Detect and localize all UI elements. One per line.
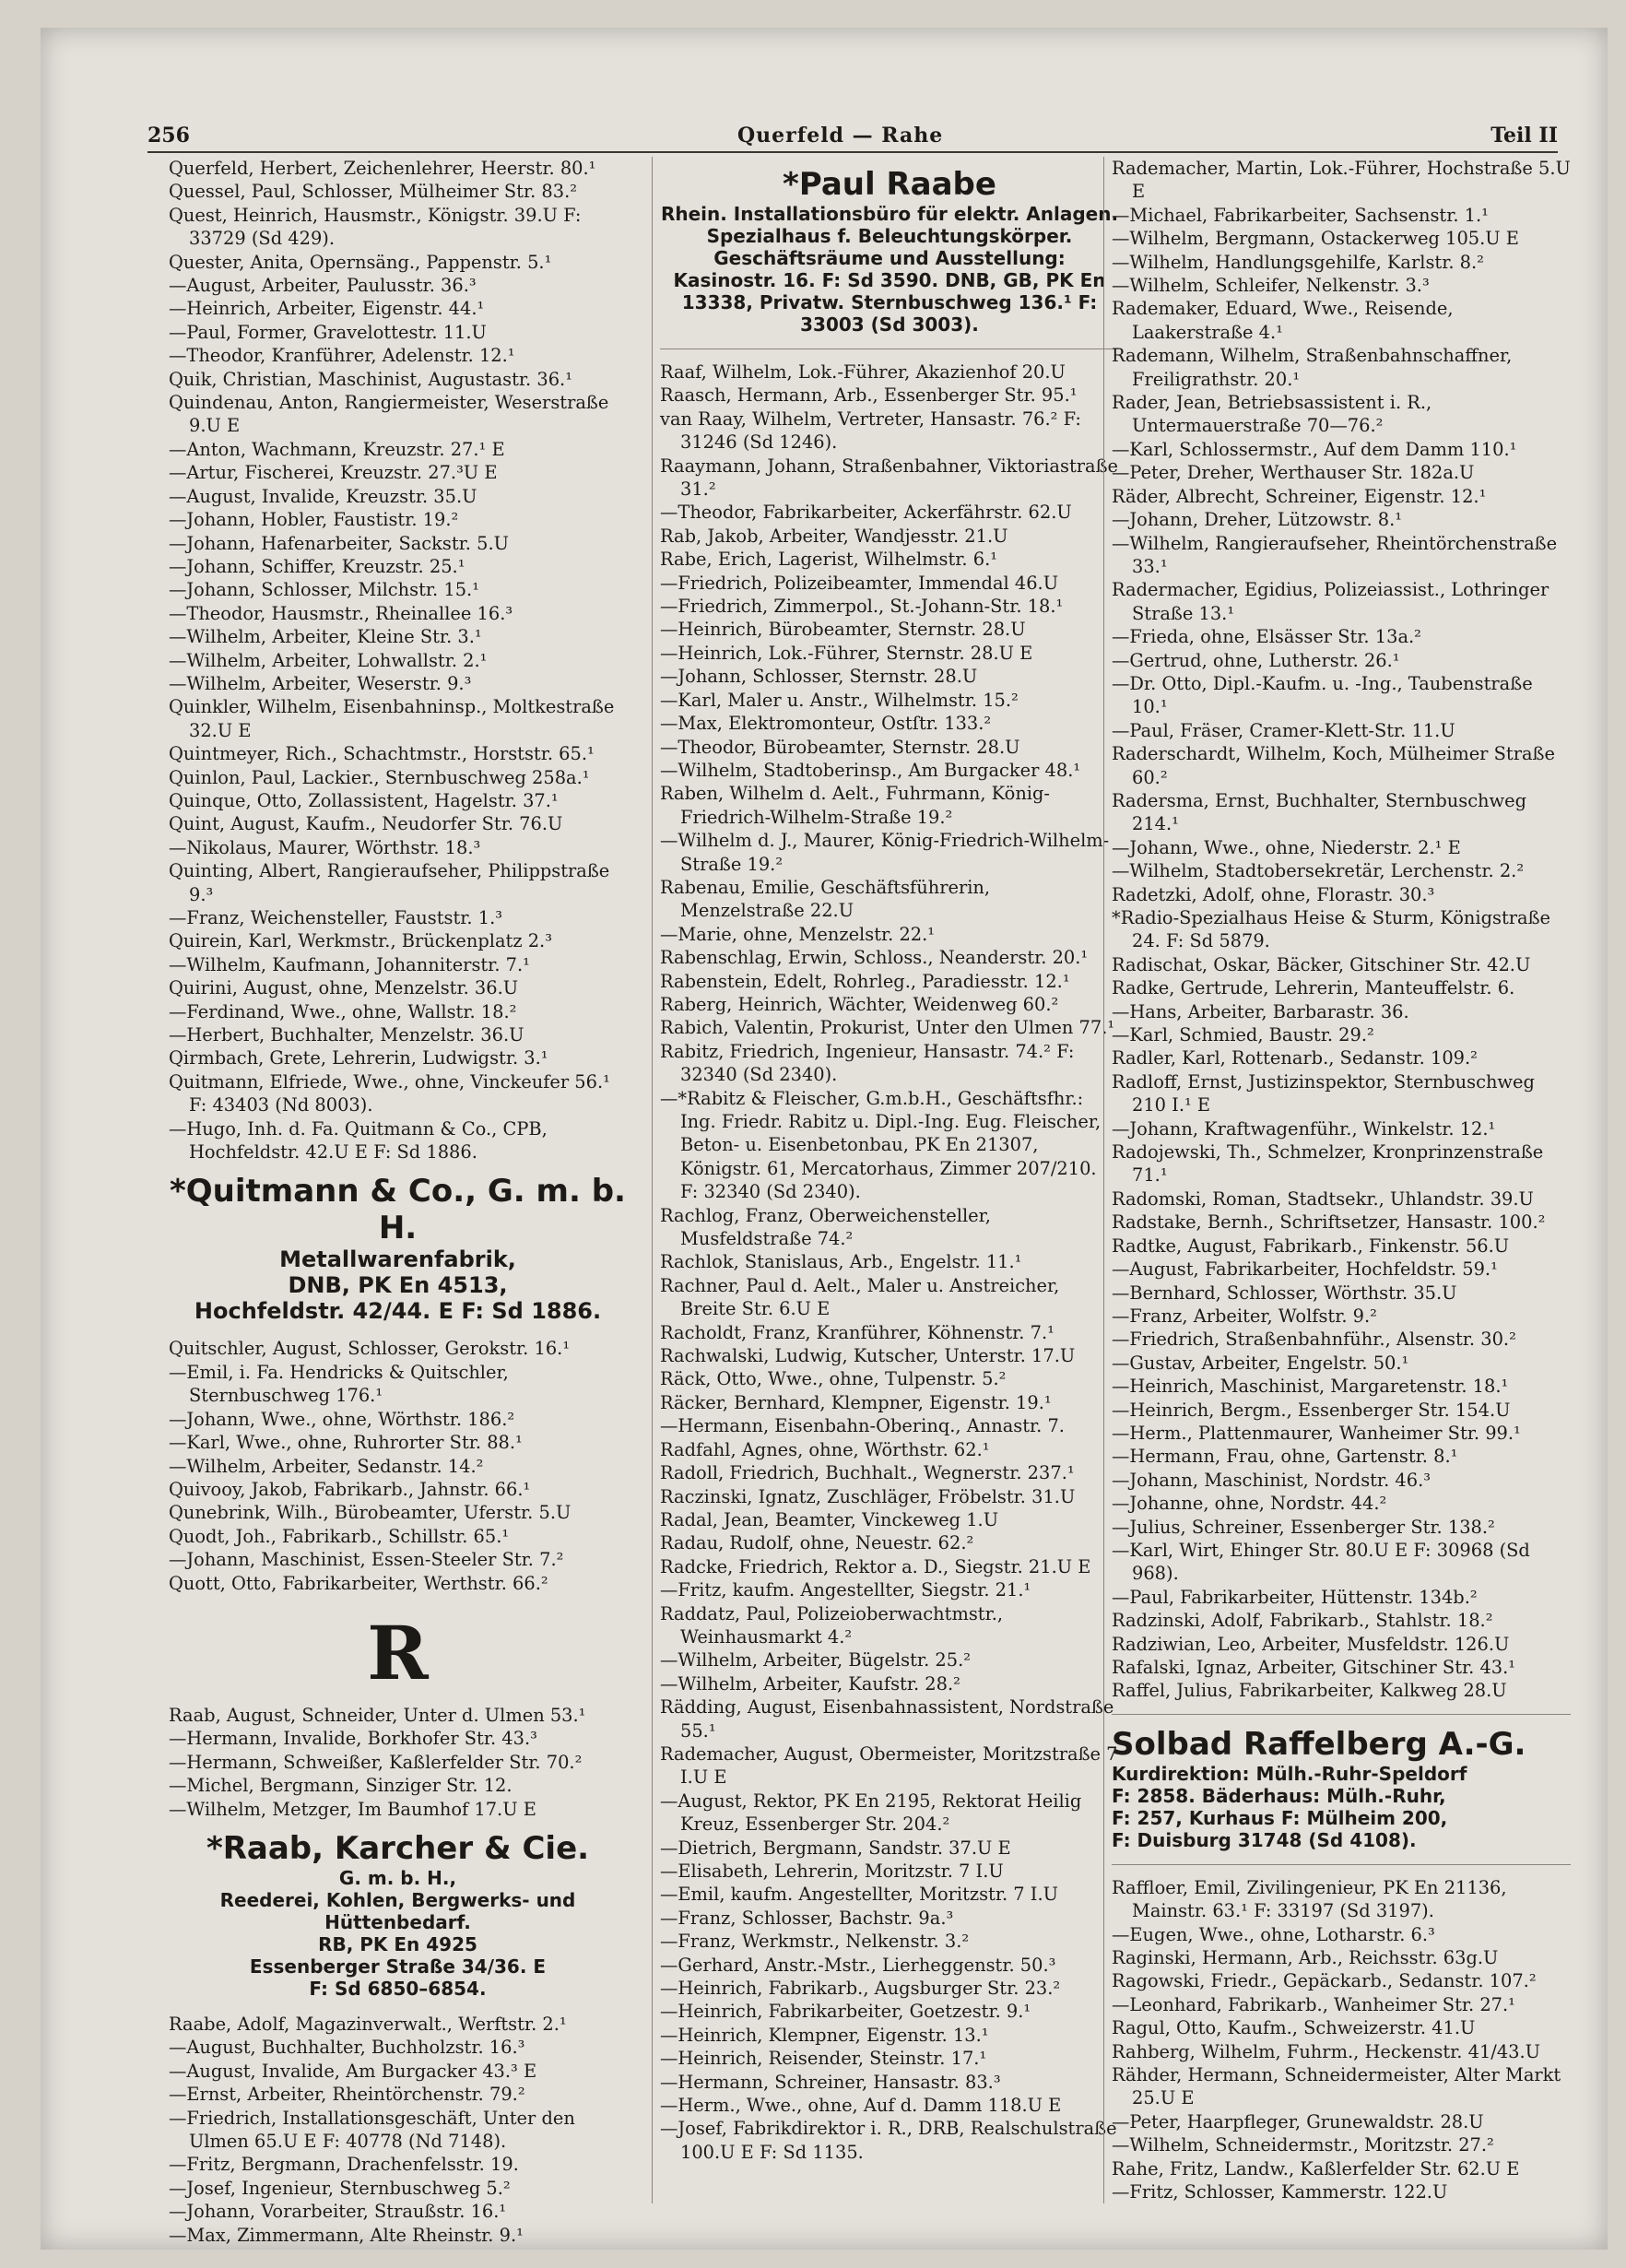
directory-entry: Raddatz, Paul, Polizeioberwachtmstr., Weinhausmarkt 4.² xyxy=(660,1602,1004,1648)
entry-list xyxy=(169,1704,627,1821)
directory-entry: Radzinski, Adolf, Fabrikarb., Stahlstr. 18.² xyxy=(1112,1610,1493,1632)
directory-entry: —Hans, Arbeiter, Barbarastr. 36. xyxy=(1112,1000,1409,1022)
directory-entry: —Heinrich, Maschinist, Margaretenstr. 18.¹ xyxy=(1112,1376,1509,1398)
advert-line: Rhein. Installationsbüro für elektr. Anlagen. xyxy=(660,203,1119,225)
directory-entry: —Heinrich, Fabrikarb., Augsburger Str. 23.² xyxy=(660,1978,1061,2000)
directory-entry: —Theodor, Kranführer, Adelenstr. 12.¹ xyxy=(169,345,515,367)
directory-entry: —Karl, Wwe., ohne, Ruhrorter Str. 88.¹ xyxy=(169,1432,523,1454)
directory-entry: Quintmeyer, Rich., Schachtmstr., Horststr. 65.¹ xyxy=(169,743,595,765)
advert-title: Solbad Raffelberg A.-G. xyxy=(1112,1725,1526,1763)
directory-entry: —Franz, Werkmstr., Nelkenstr. 3.² xyxy=(660,1931,970,1953)
directory-entry: Quinque, Otto, Zollassistent, Hagelstr. 37.¹ xyxy=(169,789,559,811)
directory-entry: —Wilhelm, Kaufmann, Johanniterstr. 7.¹ xyxy=(169,953,530,975)
directory-entry: —Wilhelm, Rangieraufseher, Rheintörchenstraße 33.¹ xyxy=(1112,532,1558,577)
directory-entry: —Elisabeth, Lehrerin, Moritzstr. 7 I.U xyxy=(660,1860,1004,1882)
directory-entry: Raczinski, Ignatz, Zuschläger, Fröbelstr. 31.U xyxy=(660,1485,1076,1507)
directory-entry: Quott, Otto, Fabrikarbeiter, Werthstr. 66.² xyxy=(169,1572,548,1594)
directory-entry: —Julius, Schreiner, Essenberger Str. 138.² xyxy=(1112,1516,1495,1538)
directory-entry: Raben, Wilhelm d. Aelt., Fuhrmann, König-Friedrich-Wilhelm-Straße 19.² xyxy=(660,783,1050,828)
directory-entry: —August, Buchhalter, Buchholzstr. 16.³ xyxy=(169,2037,525,2059)
directory-entry: Rachwalski, Ludwig, Kutscher, Unterstr. 17.U xyxy=(660,1345,1076,1367)
directory-entry: —Dr. Otto, Dipl.-Kaufm. u. -Ing., Taubenstraße 10.¹ xyxy=(1112,672,1533,718)
directory-entry: —Wilhelm, Handlungsgehilfe, Karlstr. 8.² xyxy=(1112,251,1484,273)
directory-entry: —Hugo, Inh. d. Fa. Quitmann & Co., CPB, Hochfeldstr. 42.U E F: Sd 1886. xyxy=(169,1117,548,1164)
advert-line: RB, PK En 4925 xyxy=(318,1932,477,1955)
advert-line: Spezialhaus f. Beleuchtungskörper. xyxy=(706,225,1073,247)
page-header xyxy=(147,120,1558,153)
directory-entry: Rademacher, August, Obermeister, Moritzstraße 7 I.U E xyxy=(660,1742,1118,1789)
directory-entry: —Josef, Ingenieur, Sternbuschweg 5.² xyxy=(169,2177,511,2199)
directory-entry: —Gerhard, Anstr.-Mstr., Lierheggenstr. 50.³ xyxy=(660,1954,1056,1976)
directory-entry: —Wilhelm, Stadtobersekretär, Lerchenstr. 2.² xyxy=(1112,860,1525,882)
directory-entry: van Raay, Wilhelm, Vertreter, Hansastr. 76.² F: 31246 (Sd 1246). xyxy=(660,408,1081,454)
directory-entry: —Johann, Wwe., ohne, Niederstr. 2.¹ E xyxy=(1112,836,1461,858)
directory-entry: —Wilhelm, Metzger, Im Baumhof 17.U E xyxy=(169,1798,536,1820)
directory-entry: —Johann, Maschinist, Nordstr. 46.³ xyxy=(1112,1469,1432,1491)
directory-entry: —Johann, Hafenarbeiter, Sackstr. 5.U xyxy=(169,532,509,554)
directory-entry: Rademann, Wilhelm, Straßenbahnschaffner, Freiligrathstr. 20.¹ xyxy=(1112,345,1513,390)
directory-entry: Raaf, Wilhelm, Lok.-Führer, Akazienhof 20.U xyxy=(660,361,1066,383)
directory-entry: —Nikolaus, Maurer, Wörthstr. 18.³ xyxy=(169,836,481,858)
advert-quitmann xyxy=(169,1173,627,1324)
advert-line: G. m. b. H., xyxy=(338,1866,457,1889)
directory-entry: —Karl, Maler u. Anstr., Wilhelmstr. 15.² xyxy=(660,689,1019,711)
directory-entry: —Heinrich, Fabrikarbeiter, Goetzestr. 9.¹ xyxy=(660,2001,1031,2023)
section-letter: R xyxy=(367,1609,429,1696)
advert-line: Essenberger Straße 34/36. E xyxy=(249,1955,547,1978)
column-2 xyxy=(652,157,1119,2203)
advert-line: Metallwarenfabrik, xyxy=(279,1246,516,1273)
directory-entry: —Heinrich, Bürobeamter, Sternstr. 28.U xyxy=(660,619,1026,641)
directory-entry: *Radio-Spezialhaus Heise & Sturm, Königstraße 24. F: Sd 5879. xyxy=(1112,907,1551,952)
directory-entry: —Wilhelm d. J., Maurer, König-Friedrich-Wilhelm-Straße 19.² xyxy=(660,830,1110,875)
entry-list xyxy=(169,1337,627,1594)
directory-entry: Raffel, Julius, Fabrikarbeiter, Kalkweg 28.U xyxy=(1112,1680,1507,1702)
directory-entry: —Wilhelm, Stadtoberinsp., Am Burgacker 48.¹ xyxy=(660,759,1081,781)
directory-entry: —Friedrich, Polizeibeamter, Immendal 46.U xyxy=(660,572,1059,594)
directory-entry: Rabenschlag, Erwin, Schloss., Neanderstr. 20.¹ xyxy=(660,947,1089,969)
directory-entry: Rahberg, Wilhelm, Fuhrm., Heckenstr. 41/43.U xyxy=(1112,2040,1540,2062)
directory-entry: —Fritz, Bergmann, Drachenfelsstr. 19. xyxy=(169,2154,519,2176)
directory-entry: —Fritz, Schlosser, Kammerstr. 122.U xyxy=(1112,2181,1448,2203)
entry-list xyxy=(169,157,627,1164)
directory-entry: Querfeld, Herbert, Zeichenlehrer, Heerstr. 80.¹ xyxy=(169,158,596,179)
directory-entry: Quik, Christian, Maschinist, Augustastr. 36.¹ xyxy=(169,368,572,390)
directory-entry: Quessel, Paul, Schlosser, Mülheimer Str. 83.² xyxy=(169,181,578,203)
directory-entry: —Marie, ohne, Menzelstr. 22.¹ xyxy=(660,923,936,945)
directory-entry: —Theodor, Fabrikarbeiter, Ackerfährstr. 62.U xyxy=(660,502,1072,524)
directory-entry: —Johann, Wwe., ohne, Wörthstr. 186.² xyxy=(169,1408,515,1430)
directory-entry: Ragowski, Friedr., Gepäckarb., Sedanstr. 107.² xyxy=(1112,1970,1537,1992)
directory-entry: —Michael, Fabrikarbeiter, Sachsenstr. 1.¹ xyxy=(1112,204,1489,226)
directory-entry: Quivooy, Jakob, Fabrikarb., Jahnstr. 66.¹ xyxy=(169,1478,531,1500)
directory-entry: —Ernst, Arbeiter, Rheintörchenstr. 79.² xyxy=(169,2084,525,2106)
directory-entry: —Heinrich, Lok.-Führer, Sternstr. 28.U E xyxy=(660,642,1033,664)
directory-entry: Quodt, Joh., Fabrikarb., Schillstr. 65.¹ xyxy=(169,1525,510,1547)
directory-entry: —Wilhelm, Schneidermstr., Moritzstr. 27.² xyxy=(1112,2134,1494,2156)
directory-entry: —Friedrich, Straßenbahnführ., Alsenstr. 30.² xyxy=(1112,1329,1516,1351)
directory-entry: Radojewski, Th., Schmelzer, Kronprinzenstraße 71.¹ xyxy=(1112,1141,1544,1187)
directory-entry: Raberg, Heinrich, Wächter, Weidenweg 60.² xyxy=(660,993,1059,1015)
directory-entry: Rab, Jakob, Arbeiter, Wandjesstr. 21.U xyxy=(660,525,1008,547)
directory-entry: Rabich, Valentin, Prokurist, Unter den Ulmen 77.¹ xyxy=(660,1017,1115,1039)
directory-entry: Raabe, Adolf, Magazinverwalt., Werftstr. 2.¹ xyxy=(169,2013,567,2035)
directory-entry: Raaymann, Johann, Straßenbahner, Viktoriastraße 31.² xyxy=(660,455,1118,501)
directory-entry: —Paul, Fräser, Cramer-Klett-Str. 11.U xyxy=(1112,719,1455,741)
directory-entry: —Hermann, Eisenbahn-Oberinq., Annastr. 7. xyxy=(660,1415,1065,1437)
directory-entry: —Johann, Maschinist, Essen-Steeler Str. 7.² xyxy=(169,1549,564,1571)
directory-entry: Raasch, Hermann, Arb., Essenberger Str. 95.¹ xyxy=(660,384,1078,407)
advert-line: Kurdirektion: Mülh.-Ruhr-Speldorf xyxy=(1112,1762,1467,1785)
directory-entry: Radischat, Oskar, Bäcker, Gitschiner Str. 42.U xyxy=(1112,953,1531,975)
directory-entry: —Johann, Schlosser, Milchstr. 15.¹ xyxy=(169,579,479,601)
directory-entry: Rademacher, Martin, Lok.-Führer, Hochstraße 5.U E xyxy=(1112,158,1571,203)
directory-entry: Radermacher, Egidius, Polizeiassist., Lothringer Straße 13.¹ xyxy=(1112,579,1549,624)
directory-entry: Raginski, Hermann, Arb., Reichsstr. 63g.U xyxy=(1112,1947,1499,1969)
directory-entry: Raffloer, Emil, Zivilingenieur, PK En 21136, Mainstr. 63.¹ F: 33197 (Sd 3197). xyxy=(1112,1876,1507,1922)
advert-paul-raabe xyxy=(660,166,1119,336)
advert-line: F: Duisburg 31748 (Sd 4108). xyxy=(1112,1828,1417,1851)
directory-entry: Qunebrink, Wilh., Bürobeamter, Uferstr. 5.U xyxy=(169,1502,571,1524)
directory-entry: Rabe, Erich, Lagerist, Wilhelmstr. 6.¹ xyxy=(660,549,998,571)
directory-entry: —Artur, Fischerei, Kreuzstr. 27.³U E xyxy=(169,462,498,484)
directory-entry: —August, Rektor, PK En 2195, Rektorat Heilig Kreuz, Essenberger Str. 204.² xyxy=(660,1790,1082,1836)
page-number: 256 xyxy=(147,124,190,148)
directory-entry: —Johann, Dreher, Lützowstr. 8.¹ xyxy=(1112,509,1403,531)
directory-entry: —Dietrich, Bergmann, Sandstr. 37.U E xyxy=(660,1837,1011,1859)
divider xyxy=(1112,1864,1571,1865)
directory-entry: Radersch​ardt, Wilhelm, Koch, Mülheimer Straße 60.² xyxy=(1112,743,1555,788)
directory-entry: Quitschler, August, Schlosser, Gerokstr. 16.¹ xyxy=(169,1338,571,1360)
advert-title: *Quitmann & Co., G. m. b. H. xyxy=(170,1173,626,1247)
directory-entry: —Michel, Bergmann, Sinziger Str. 12. xyxy=(169,1775,513,1797)
directory-entry: Radoll, Friedrich, Buchhalt., Wegnerstr. 237.¹ xyxy=(660,1462,1075,1484)
directory-entry: Radersma, Ernst, Buchhalter, Sternbuschweg 214.¹ xyxy=(1112,789,1527,835)
advert-line: DNB, PK En 4513, xyxy=(288,1272,508,1299)
directory-entry: —Hermann, Schreiner, Hansastr. 83.³ xyxy=(660,2071,1001,2093)
directory-entry: Rachlok, Stanislaus, Arb., Engelstr. 11.¹ xyxy=(660,1251,1022,1273)
advert-line: Hochfeldstr. 42/44. E F: Sd 1886. xyxy=(194,1298,602,1325)
directory-entry: Racholdt, Franz, Kranführer, Köhnenstr. 7.¹ xyxy=(660,1321,1055,1343)
entry-list xyxy=(169,2013,627,2247)
directory-entry: Rabenau, Emilie, Geschäftsführerin, Menzelstraße 22.U xyxy=(660,876,991,922)
directory-entry: —Karl, Wirt, Ehinger Str. 80.U E F: 30968 (Sd 968). xyxy=(1112,1539,1530,1585)
directory-entry: —Johann, Kraftwagenführ., Winkelstr. 12.¹ xyxy=(1112,1117,1496,1140)
directory-entry: —Friedrich, Zimmerpol., St.-Johann-Str. 18.¹ xyxy=(660,596,1064,618)
directory-entry: —Emil, i. Fa. Hendricks & Quitschler, Sternbuschweg 176.¹ xyxy=(169,1361,509,1407)
directory-entry: —Theodor, Hausmstr., Rheinallee 16.³ xyxy=(169,602,513,624)
directory-entry: Rader, Jean, Betriebsassistent i. R., Untermauerstraße 70—76.² xyxy=(1112,392,1432,437)
directory-entry: Rädding, August, Eisenbahnassistent, Nordstraße 55.¹ xyxy=(660,1696,1114,1742)
directory-entry: Räck, Otto, Wwe., ohne, Tulpenstr. 5.² xyxy=(660,1368,1007,1390)
directory-entry: —Karl, Schlossermstr., Auf dem Damm 110.¹ xyxy=(1112,438,1517,460)
directory-entry: —Wilhelm, Schleifer, Nelkenstr. 3.³ xyxy=(1112,275,1430,297)
directory-entry: —Friedrich, Installationsgeschäft, Unter den Ulmen 65.U E F: 40778 (Nd 7148). xyxy=(169,2107,575,2152)
directory-entry: —Ferdinand, Wwe., ohne, Wallstr. 18.² xyxy=(169,1000,517,1022)
directory-entry: —Johann, Hobler, Faustistr. 19.² xyxy=(169,509,459,531)
entry-list xyxy=(660,360,1119,2164)
directory-entry: —Heinrich, Bergm., Essenberger Str. 154.U xyxy=(1112,1399,1511,1421)
directory-entry: —Hermann, Frau, ohne, Gartenstr. 8.¹ xyxy=(1112,1446,1458,1468)
directory-entry: Quinkler, Wilhelm, Eisenbahninsp., Moltkestraße 32.U E xyxy=(169,696,615,741)
directory-entry: Quinlon, Paul, Lackier., Sternbuschweg 258a.¹ xyxy=(169,766,590,788)
directory-entry: —Theodor, Bürobeamter, Sternstr. 28.U xyxy=(660,736,1020,758)
directory-entry: Radloff, Ernst, Justizinspektor, Sternbuschweg 210 I.¹ E xyxy=(1112,1070,1535,1116)
entry-list xyxy=(1112,1876,1571,2204)
directory-entry: Rähder, Hermann, Schneidermeister, Alter Markt 25.U E xyxy=(1112,2064,1561,2109)
directory-entry: Quindenau, Anton, Rangiermeister, Weserstraße 9.U E xyxy=(169,392,609,437)
directory-entry: —Franz, Schlosser, Bachstr. 9a.³ xyxy=(660,1907,954,1929)
directory-entry: Quinting, Albert, Rangieraufseher, Philippstraße 9.³ xyxy=(169,860,610,905)
directory-entry: —Heinrich, Arbeiter, Eigenstr. 44.¹ xyxy=(169,298,485,320)
directory-entry: —Wilhelm, Arbeiter, Kaufstr. 28.² xyxy=(660,1672,960,1695)
column-1 xyxy=(169,157,627,2246)
directory-entry: Räder, Albrecht, Schreiner, Eigenstr. 12.¹ xyxy=(1112,485,1487,507)
page-range-title: Querfeld — Rahe xyxy=(737,124,944,148)
directory-entry: Quitmann, Elfriede, Wwe., ohne, Vinckeufer 56.¹ F: 43403 (Nd 8003). xyxy=(169,1070,610,1116)
directory-entry: —Heinrich, Reisender, Steinstr. 17.¹ xyxy=(660,2048,987,2070)
directory-entry: —Herm., Plattenmaurer, Wanheimer Str. 99.¹ xyxy=(1112,1422,1521,1444)
advert-line: F: 257, Kurhaus F: Mülheim 200, xyxy=(1112,1806,1448,1829)
directory-entry: Radau, Rudolf, ohne, Neuestr. 62.² xyxy=(660,1532,974,1554)
directory-entry: —Paul, Former, Gravelottestr. 11.U xyxy=(169,321,487,343)
directory-entry: Rachner, Paul d. Aelt., Maler u. Anstreicher, Breite Str. 6.U E xyxy=(660,1274,1060,1320)
directory-entry: Rabenstein, Edelt, Rohrleg., Paradiesstr. 12.¹ xyxy=(660,970,1070,992)
advert-line: F: 2858. Bäderhaus: Mülh.-Ruhr, xyxy=(1112,1784,1446,1807)
directory-entry: Radler, Karl, Rottenarb., Sedanstr. 109.² xyxy=(1112,1047,1478,1069)
directory-entry: —Franz, Arbeiter, Wolfstr. 9.² xyxy=(1112,1305,1377,1327)
directory-entry: Quest, Heinrich, Hausmstr., Königstr. 39.U F: 33729 (Sd 429). xyxy=(169,204,582,250)
directory-entry: —August, Invalide, Am Burgacker 43.³ E xyxy=(169,2060,537,2082)
advert-solbad xyxy=(1112,1726,1571,1851)
advert-line: Geschäftsräume und Ausstellung: xyxy=(713,247,1066,269)
directory-entry: —Paul, Fabrikarbeiter, Hüttenstr. 134b.² xyxy=(1112,1586,1478,1608)
directory-entry: Quirein, Karl, Werkmstr., Brückenplatz 2.³ xyxy=(169,930,552,952)
directory-entry: —Eugen, Wwe., ohne, Lotharstr. 6.³ xyxy=(1112,1923,1435,1945)
directory-entry: Räcker, Bernhard, Klempner, Eigenstr. 19.¹ xyxy=(660,1391,1052,1413)
directory-entry: Rafalski, Ignaz, Arbeiter, Gitschiner Str. 43.¹ xyxy=(1112,1657,1516,1678)
directory-entry: Rabitz, Friedrich, Ingenieur, Hansastr. 74.² F: 32340 (Sd 2340). xyxy=(660,1040,1075,1086)
directory-entry: —Wilhelm, Arbeiter, Weserstr. 9.³ xyxy=(169,672,472,694)
directory-entry: —Herbert, Buchhalter, Menzelstr. 36.U xyxy=(169,1024,524,1046)
directory-entry: —Herm., Wwe., ohne, Auf d. Damm 118.U E xyxy=(660,2095,1062,2117)
directory-entry: Raab, August, Schneider, Unter d. Ulmen 53.¹ xyxy=(169,1704,586,1726)
directory-entry: —Anton, Wachmann, Kreuzstr. 27.¹ E xyxy=(169,438,505,460)
directory-entry: —Hermann, Invalide, Borkhofer Str. 43.³ xyxy=(169,1728,537,1750)
directory-entry: —Josef, Fabrikdirektor i. R., DRB, Realschulstraße 100.U E F: Sd 1135. xyxy=(660,2118,1117,2163)
directory-entry: —Max, Elektromonteur, Ostſtr. 133.² xyxy=(660,713,992,735)
directory-entry: —Gertrud, ohne, Lutherstr. 26.¹ xyxy=(1112,649,1400,671)
directory-entry: —Johanne, ohne, Nordstr. 44.² xyxy=(1112,1493,1387,1515)
directory-entry: —Wilhelm, Arbeiter, Bügelstr. 25.² xyxy=(660,1649,972,1671)
directory-entry: —Wilhelm, Arbeiter, Kleine Str. 3.¹ xyxy=(169,626,482,648)
directory-entry: —Heinrich, Klempner, Eigenstr. 13.¹ xyxy=(660,2024,989,2046)
advert-line: Kasinostr. 16. F: Sd 3590. DNB, GB, PK En 13338, Privatw. Sternbuschweg 136.¹ F: 33003 (Sd 3003). xyxy=(673,269,1106,336)
directory-entry: —Gustav, Arbeiter, Engelstr. 50.¹ xyxy=(1112,1352,1409,1374)
part-label: Teil II xyxy=(1490,124,1558,148)
directory-entry: —Max, Zimmermann, Alte Rheinstr. 9.¹ xyxy=(169,2224,524,2246)
divider xyxy=(1112,1714,1571,1715)
directory-entry: Radetzki, Adolf, ohne, Florastr. 30.³ xyxy=(1112,883,1435,905)
directory-entry: —Peter, Haarpfleger, Grunewaldstr. 28.U xyxy=(1112,2110,1484,2132)
directory-entry: —*Rabitz & Fleischer, G.m.b.H., Geschäftsfhr.: Ing. Friedr. Rabitz u. Dipl.-Ing. Eug. Fleischer, Beton- u. Eisenbetonbau, PK En 21307, Königstr. 61, Mercatorhaus, Zimmer 207/210. F: 32340 (Sd 2340). xyxy=(660,1087,1102,1203)
directory-entry: Quester, Anita, Opernsäng., Pappenstr. 5.¹ xyxy=(169,251,552,273)
directory-entry: Quirini, August, ohne, Menzelstr. 36.U xyxy=(169,977,519,999)
directory-entry: Radcke, Friedrich, Rektor a. D., Siegstr. 21.U E xyxy=(660,1555,1091,1577)
directory-entry: —Karl, Schmied, Baustr. 29.² xyxy=(1112,1024,1374,1046)
directory-entry: —Wilhelm, Arbeiter, Lohwallstr. 2.¹ xyxy=(169,649,488,671)
directory-entry: —Johann, Schiffer, Kreuzstr. 25.¹ xyxy=(169,555,465,577)
directory-entry: Quint, August, Kaufm., Neudorfer Str. 76.U xyxy=(169,813,563,835)
directory-entry: —Wilhelm, Arbeiter, Sedanstr. 14.² xyxy=(169,1455,484,1477)
advert-raab-karcher xyxy=(169,1830,627,2000)
advert-line: F: Sd 6850–6854. xyxy=(309,1977,487,2000)
directory-entry: —Johann, Vorarbeiter, Straußstr. 16.¹ xyxy=(169,2201,507,2223)
directory-entry: Rachlog, Franz, Oberweichensteller, Musfeldstraße 74.² xyxy=(660,1204,991,1250)
advert-title: *Raab, Karcher & Cie. xyxy=(206,1829,590,1867)
advert-line: Reederei, Kohlen, Bergwerks- und Hüttenbedarf. xyxy=(219,1888,576,1933)
directory-entry: Radfahl, Agnes, ohne, Wörthstr. 62.¹ xyxy=(660,1438,990,1460)
directory-entry: —Peter, Dreher, Werthauser Str. 182a.U xyxy=(1112,462,1475,484)
directory-entry: —Frieda, ohne, Elsässer Str. 13a.² xyxy=(1112,626,1421,648)
directory-entry: —Bernhard, Schlosser, Wörthstr. 35.U xyxy=(1112,1282,1457,1304)
column-3 xyxy=(1103,157,1571,2203)
directory-entry: —Johann, Schlosser, Sternstr. 28.U xyxy=(660,666,978,688)
directory-entry: —Emil, kaufm. Angestellter, Moritzstr. 7 I.U xyxy=(660,1884,1058,1906)
directory-entry: —August, Fabrikarbeiter, Hochfeldstr. 59.¹ xyxy=(1112,1258,1498,1281)
directory-entry: Radal, Jean, Beamter, Vinckeweg 1.U xyxy=(660,1508,999,1530)
directory-entry: —Franz, Weichensteller, Fauststr. 1.³ xyxy=(169,907,503,928)
directory-entry: Radstake, Bernh., Schriftsetzer, Hansastr. 100.² xyxy=(1112,1211,1546,1234)
directory-entry: —Leonhard, Fabrikarb., Wanheimer Str. 27.¹ xyxy=(1112,1993,1515,2015)
directory-entry: Rahe, Fritz, Landw., Kaßlerfelder Str. 62.U E xyxy=(1112,2157,1520,2179)
entry-list xyxy=(1112,157,1571,1703)
advert-title: *Paul Raabe xyxy=(783,166,996,203)
directory-entry: —Hermann, Schweißer, Kaßlerfelder Str. 70.² xyxy=(169,1751,583,1773)
directory-entry: —August, Invalide, Kreuzstr. 35.U xyxy=(169,485,477,507)
directory-entry: —August, Arbeiter, Paulusstr. 36.³ xyxy=(169,275,477,297)
directory-entry: Radtke, August, Fabrikarb., Finkenstr. 56.U xyxy=(1112,1234,1510,1257)
directory-entry: —Fritz, kaufm. Angestellter, Siegstr. 21.¹ xyxy=(660,1579,1031,1601)
directory-entry: Radomski, Roman, Stadtsekr., Uhlandstr. 39.U xyxy=(1112,1187,1534,1210)
directory-entry: Radziwian, Leo, Arbeiter, Musfeldstr. 126.U xyxy=(1112,1633,1510,1655)
directory-entry: —Wilhelm, Bergmann, Ostackerweg 105.U E xyxy=(1112,228,1519,250)
directory-entry: Rademaker, Eduard, Wwe., Reisende, Laakerstraße 4.¹ xyxy=(1112,298,1454,343)
directory-entry: Ragul, Otto, Kaufm., Schweizerstr. 41.U xyxy=(1112,2017,1476,2039)
divider xyxy=(660,348,1119,349)
directory-entry: Radke, Gertrude, Lehrerin, Manteuffelstr. 6. xyxy=(1112,977,1515,999)
directory-entry: Qirmbach, Grete, Lehrerin, Ludwigstr. 3.¹ xyxy=(169,1047,548,1069)
